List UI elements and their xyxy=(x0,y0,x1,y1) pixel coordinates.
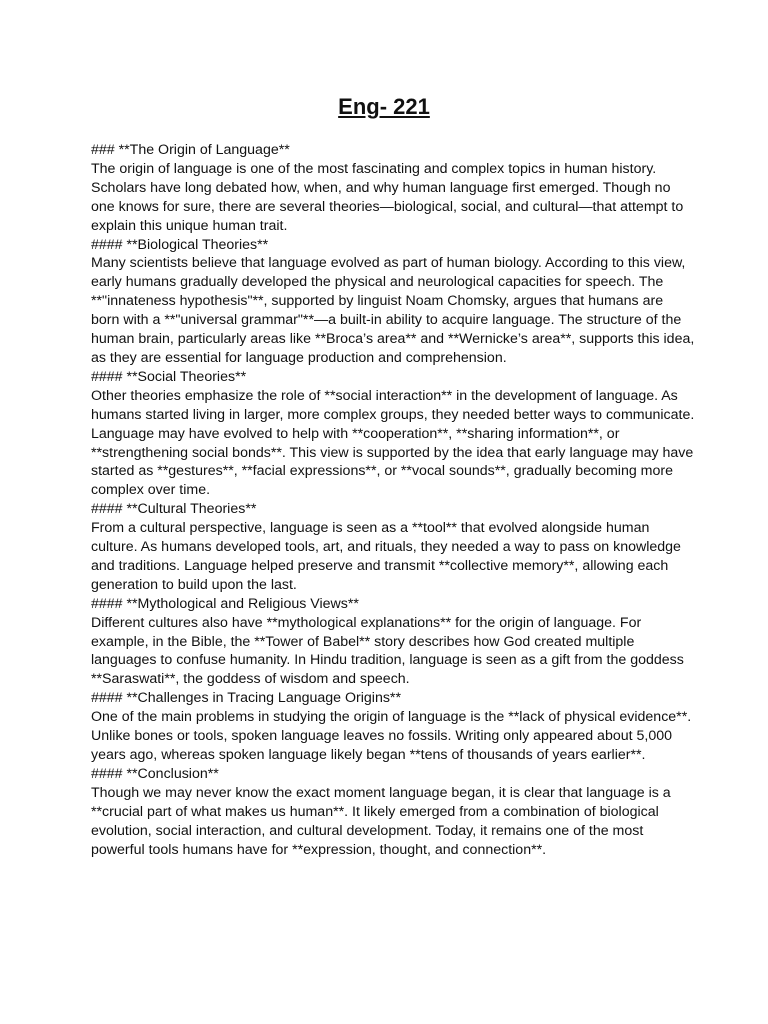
body-text-line: one knows for sure, there are several theories—biological, social, and cultural—that attempt to xyxy=(91,198,684,215)
body-text-line: born with a **"universal grammar"**—a built-in ability to acquire language. The structure of the xyxy=(91,312,682,329)
body-text-line: Unlike bones or tools, spoken language leaves no fossils. Writing only appeared about 5,000 xyxy=(91,728,673,745)
body-text-line: complex over time. xyxy=(91,482,211,499)
section-heading-line: #### **Biological Theories** xyxy=(91,236,269,253)
body-text-line: and traditions. Language helped preserve and transmit **collective memory**, allowing each xyxy=(91,557,669,574)
section-heading-line: ### **The Origin of Language** xyxy=(91,142,290,158)
body-text-line: example, in the Bible, the **Tower of Babel** story describes how God created multiple xyxy=(91,633,635,650)
section-heading-line: #### **Conclusion** xyxy=(91,765,219,782)
document-title: Eng- 221 xyxy=(338,94,430,119)
body-text-line: **"innateness hypothesis"**, supported by linguist Noam Chomsky, argues that humans are xyxy=(91,293,664,310)
document-body xyxy=(91,141,695,859)
body-text-line: culture. As humans developed tools, art, and rituals, they needed a way to pass on knowledge xyxy=(91,539,681,556)
section-heading-line: #### **Challenges in Tracing Language Origins** xyxy=(91,690,401,707)
body-text-line: human brain, particularly areas like **Broca’s area** and **Wernicke’s area**, supports this idea, xyxy=(91,331,695,348)
body-text-line: languages to confuse humanity. In Hindu tradition, language is seen as a gift from the goddess xyxy=(91,652,684,669)
body-text-line: explain this unique human trait. xyxy=(91,217,288,234)
body-text-line: Other theories emphasize the role of **social interaction** in the development of language. As xyxy=(91,387,678,404)
body-text-line: humans started living in larger, more complex groups, they needed better ways to communicate. xyxy=(91,406,695,423)
body-text-line: as they are essential for language production and comprehension. xyxy=(91,349,507,366)
body-text-line: Many scientists believe that language evolved as part of human biology. According to this view, xyxy=(91,255,686,272)
body-text-line: Though we may never know the exact moment language began, it is clear that language is a xyxy=(91,784,671,801)
section-heading-line: #### **Cultural Theories** xyxy=(91,501,257,518)
section-heading-line: #### **Social Theories** xyxy=(91,368,247,385)
body-text-line: The origin of language is one of the most fascinating and complex topics in human history. xyxy=(91,160,657,177)
body-text-line: generation to build upon the last. xyxy=(91,576,297,593)
body-text-line: years ago, whereas spoken language likely began **tens of thousands of years earlier**. xyxy=(91,747,646,763)
body-text-line: **crucial part of what makes us human**. It likely emerged from a combination of biological xyxy=(91,803,659,820)
body-text-line: powerful tools humans have for **expression, thought, and connection**. xyxy=(91,841,547,858)
body-text-line: One of the main problems in studying the origin of language is the **lack of physical evidence**. xyxy=(91,709,692,726)
body-text-line: **Saraswati**, the goddess of wisdom and speech. xyxy=(91,671,410,688)
body-text-line: Scholars have long debated how, when, and why human language first emerged. Though no xyxy=(91,179,671,196)
body-text-line: early humans gradually developed the physical and neurological capacities for speech. The xyxy=(91,274,664,291)
body-text-line: Different cultures also have **mythological explanations** for the origin of language. For xyxy=(91,614,642,631)
body-text-line: Language may have evolved to help with **cooperation**, **sharing information**, or xyxy=(91,425,620,442)
body-text-line: From a cultural perspective, language is seen as a **tool** that evolved alongside human xyxy=(91,520,650,537)
body-text-line: started as **gestures**, **facial expressions**, or **vocal sounds**, gradually becoming more xyxy=(91,463,673,480)
body-text-line: evolution, social interaction, and cultural development. Today, it remains one of the most xyxy=(91,822,644,839)
body-text-line: **strengthening social bonds**. This view is supported by the idea that early language may have xyxy=(91,444,694,461)
section-heading-line: #### **Mythological and Religious Views** xyxy=(91,595,359,612)
